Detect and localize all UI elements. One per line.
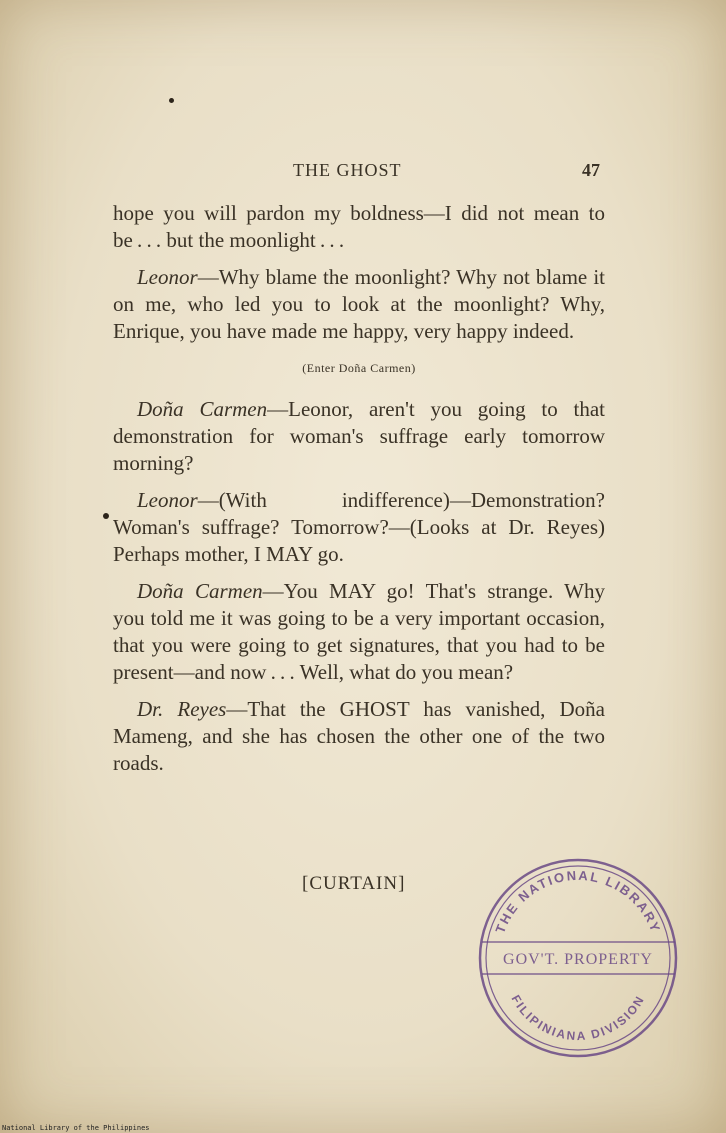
body-text xyxy=(113,200,605,787)
paragraph-text: —(With indifference)—Demonstration? Woman's suffrage? Tomorrow?—(Looks at Dr. Reyes) Perhaps mother, I MAY go. xyxy=(113,488,605,566)
ink-speck xyxy=(103,513,109,519)
stamp-bottom-text: FILIPINIANA DIVISION xyxy=(508,992,648,1044)
speaker-name: Doña Carmen xyxy=(137,397,268,421)
speaker-name: Dr. Reyes xyxy=(137,697,227,721)
paragraph-text: —You MAY go! That's strange. Why you told me it was going to be a very important occasion, that you were going to get signatures, that you had to be present—and now . . . Well, what do you mean? xyxy=(113,579,605,684)
running-title: THE GHOST xyxy=(293,160,402,180)
scan-credit: National Library of the Philippines xyxy=(2,1124,150,1132)
running-header xyxy=(0,160,726,184)
stamp-middle-text: GOV'T. PROPERTY xyxy=(503,951,653,968)
paragraph xyxy=(113,200,605,254)
paragraph-text: hope you will pardon my boldness—I did not mean to be . . . but the moonlight . . . xyxy=(113,201,605,252)
ink-speck xyxy=(169,98,174,103)
paragraph xyxy=(113,396,605,477)
paragraph xyxy=(113,264,605,345)
svg-text:THE NATIONAL LIBRARY xyxy=(492,868,663,936)
paragraph-text: —That the GHOST has vanished, Doña Mameng, and she has chosen the other one of the two roads. xyxy=(113,697,605,775)
stamp-top-text: THE NATIONAL LIBRARY xyxy=(492,867,664,936)
library-stamp xyxy=(470,850,685,1065)
speaker-name: Leonor xyxy=(137,265,198,289)
page-number: 47 xyxy=(582,160,600,180)
paragraph-text: —Why blame the moonlight? Why not blame it on me, who led you to look at the moonlight? Why, Enrique, you have made me happy, very happy indeed. xyxy=(113,265,605,343)
paragraph xyxy=(113,578,605,686)
curtain-line: [CURTAIN] xyxy=(302,873,406,894)
speaker-name: Leonor xyxy=(137,488,198,512)
speaker-name: Doña Carmen xyxy=(137,579,263,603)
paragraph xyxy=(113,696,605,777)
paragraph-text: —Leonor, aren't you going to that demonstration for woman's suffrage early tomorrow morning? xyxy=(113,397,605,475)
stage-direction: (Enter Doña Carmen) xyxy=(302,361,416,375)
paragraph xyxy=(113,487,605,568)
